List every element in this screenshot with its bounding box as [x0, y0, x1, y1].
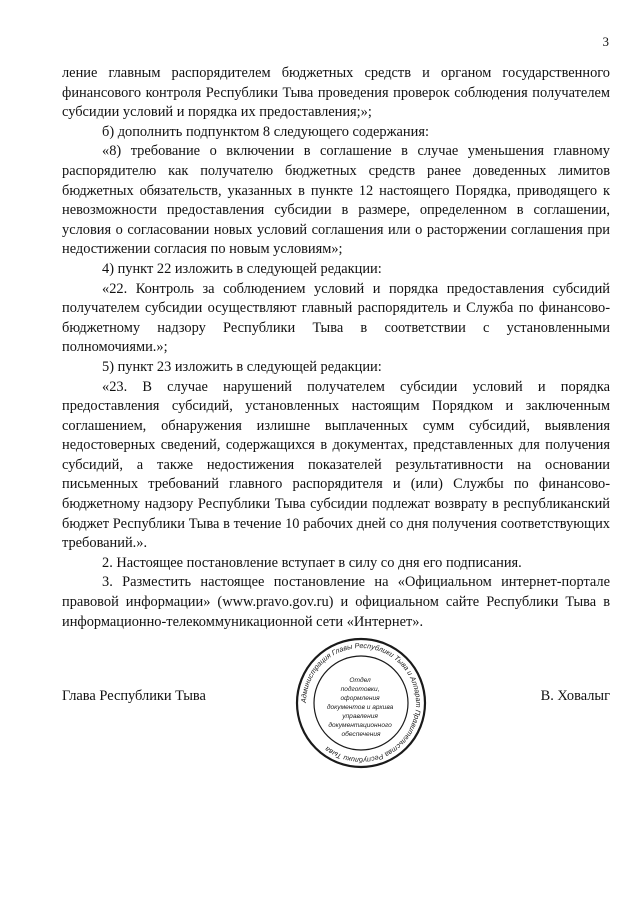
paragraph-clause-2: 2. Настоящее постановление вступает в силу со дня его подписания.: [102, 554, 522, 571]
official-stamp: [294, 636, 428, 770]
stamp-center-line: управления: [342, 713, 378, 720]
stamp-center-text: [327, 676, 395, 738]
stamp-center-line: Отдел: [349, 677, 371, 684]
paragraph-continuation: ление главным распорядителем бюджетных средств и органом государственного финансового контроля Республики Тыва проведения проверок соблюдения получателем субсидии условий и порядка их предоставления;»;: [62, 65, 610, 121]
stamp-ring-text: Администрация Главы Республики Тыва и Аппарат Правительства Республики Тыва: [298, 640, 424, 766]
paragraph-item-4: 4) пункт 22 изложить в следующей редакции:: [102, 260, 382, 277]
stamp-center-line: оформления: [340, 695, 380, 702]
paragraph-item-22: «22. Контроль за соблюдением условий и порядка предоставления субсидий получателем субсидии осуществляют главный распорядитель и Служба по финансово-бюджетному надзору Республики Тыва в соответствии с установленными полномочиями.»;: [62, 280, 610, 356]
signatory-title: Глава Республики Тыва: [62, 688, 206, 704]
stamp-center-line: документационного: [328, 722, 392, 729]
stamp-center-line: документов и архива: [326, 704, 394, 711]
stamp-center-line: подготовки,: [340, 686, 380, 693]
page-number: 3: [602, 34, 609, 49]
paragraph-item-23: «23. В случае нарушений получателем субсидии условий и порядка предоставления субсидий, установленных настоящим Порядком и заключенным соглашением, обнаружения излишне выплаченных сумм субсидий, выявления недостоверных сведений, содержащихся в документах, представленных для получения субсидий, а также недостижения показателей результативности на основании письменных требований главного распорядителя и (или) Службы по финансово-бюджетному надзору Республики Тыва субсидии подлежат возврату в республиканский бюджет Республики Тыва в течение 10 рабочих дней со дня получения соответствующих требований.».: [62, 378, 610, 552]
stamp-outer-ring: [297, 639, 425, 767]
signatory-name: В. Ховалыг: [540, 688, 610, 704]
paragraph-item-5: 5) пункт 23 изложить в следующей редакции:: [102, 358, 382, 375]
stamp-center-line: обеспечения: [341, 731, 381, 738]
paragraph-subitem-8: «8) требование о включении в соглашение в случае уменьшения главному распорядителю как получателю бюджетных средств ранее доведенных лимитов бюджетных обязательств, указанных в пункте 12 настоящего Порядка, приводящего к невозможности предоставления субсидии в размере, определенном в соглашении, условия о согласовании новых условий соглашения или о расторжении соглашения при недостижении согласия по новым условиям»;: [62, 143, 610, 258]
paragraph-clause-3: 3. Разместить настоящее постановление на «Официальном интернет-портале правовой информации» (www.pravo.gov.ru) и официальном сайте Республики Тыва в информационно-телекоммуникационной сети «Интернет».: [62, 574, 610, 630]
document-body: [62, 64, 610, 632]
paragraph-subitem-b: б) дополнить подпунктом 8 следующего содержания:: [102, 123, 429, 140]
